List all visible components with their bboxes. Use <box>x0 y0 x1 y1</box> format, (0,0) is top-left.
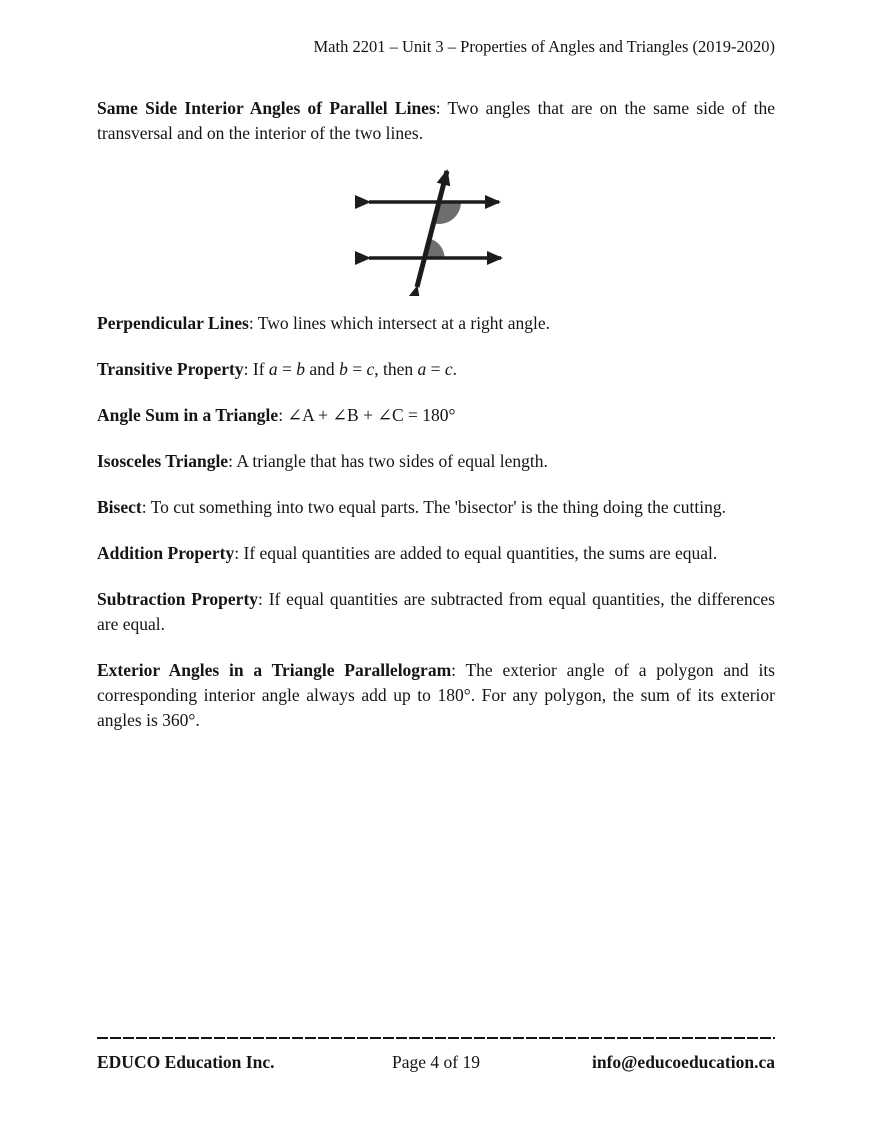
definition-term: Exterior Angles in a Triangle Parallelogram <box>97 660 452 680</box>
definitions-list <box>97 311 775 733</box>
definition-text: , then <box>374 359 418 379</box>
definition-text: : Two lines which intersect at a right angle. <box>248 313 551 333</box>
footer-row <box>97 1050 775 1075</box>
definition-term: Perpendicular Lines <box>97 313 249 333</box>
definition-text: . <box>452 359 458 379</box>
definition-text: : ∠A + ∠B + ∠C = 180° <box>278 405 456 425</box>
definition-text: : If equal quantities are added to equal quantities, the sums are equal. <box>234 543 718 563</box>
footer-divider <box>97 1037 775 1039</box>
definition-term: Same Side Interior Angles of Parallel Lines <box>97 98 436 118</box>
definition-paragraph <box>97 357 775 382</box>
footer-page-number: Page 4 of 19 <box>392 1052 480 1072</box>
definition-text: and <box>305 359 340 379</box>
definition-text: : Two angles that are on the same side of the transversal and on the interior of the two lines. <box>97 98 775 143</box>
definition-term: Subtraction Property <box>97 589 259 609</box>
page-header-title: Math 2201 – Unit 3 – Properties of Angles and Triangles (2019-2020) <box>313 37 775 56</box>
definition-term: Isosceles Triangle <box>97 451 229 471</box>
definition-paragraph <box>97 587 775 637</box>
definition-paragraph <box>97 541 775 566</box>
definition-text: : To cut something into two equal parts. The 'bisector' is the thing doing the cutting. <box>141 497 727 517</box>
definition-paragraph <box>97 96 775 146</box>
definition-text: a <box>268 359 278 379</box>
definition-text: a <box>417 359 427 379</box>
definition-text: = <box>347 359 367 379</box>
footer-company: EDUCO Education Inc. <box>97 1052 275 1072</box>
definition-paragraph <box>97 495 775 520</box>
definition-term: Angle Sum in a Triangle <box>97 405 279 425</box>
same-side-interior-angles-figure <box>351 161 521 296</box>
definition-text: : If equal quantities are subtracted from equal quantities, the differences are equal. <box>97 589 775 634</box>
document-body <box>97 0 775 733</box>
definition-text: : If <box>243 359 269 379</box>
definition-text: : The exterior angle of a polygon and its corresponding interior angle always add up to 180°. For any polygon, the sum of its exterior angles is 360°. <box>97 660 775 730</box>
definition-text: = <box>426 359 445 379</box>
definition-text: c <box>444 359 453 379</box>
definition-paragraph <box>97 658 775 733</box>
transversal-line <box>417 171 447 287</box>
definition-paragraph <box>97 403 775 428</box>
page-footer <box>97 1037 775 1075</box>
definition-text: b <box>296 359 306 379</box>
parallel-lines-transversal-diagram <box>97 161 775 301</box>
definition-text: : A triangle that has two sides of equal length. <box>228 451 548 471</box>
definition-term: Addition Property <box>97 543 235 563</box>
definition-text: = <box>277 359 297 379</box>
definition-term: Transitive Property <box>97 359 244 379</box>
definition-paragraph <box>97 311 775 336</box>
definition-text: c <box>366 359 375 379</box>
definition-text: b <box>339 359 348 379</box>
definition-paragraph <box>97 449 775 474</box>
footer-email: info@educoeducation.ca <box>591 1052 775 1072</box>
definition-term: Bisect <box>97 497 142 517</box>
